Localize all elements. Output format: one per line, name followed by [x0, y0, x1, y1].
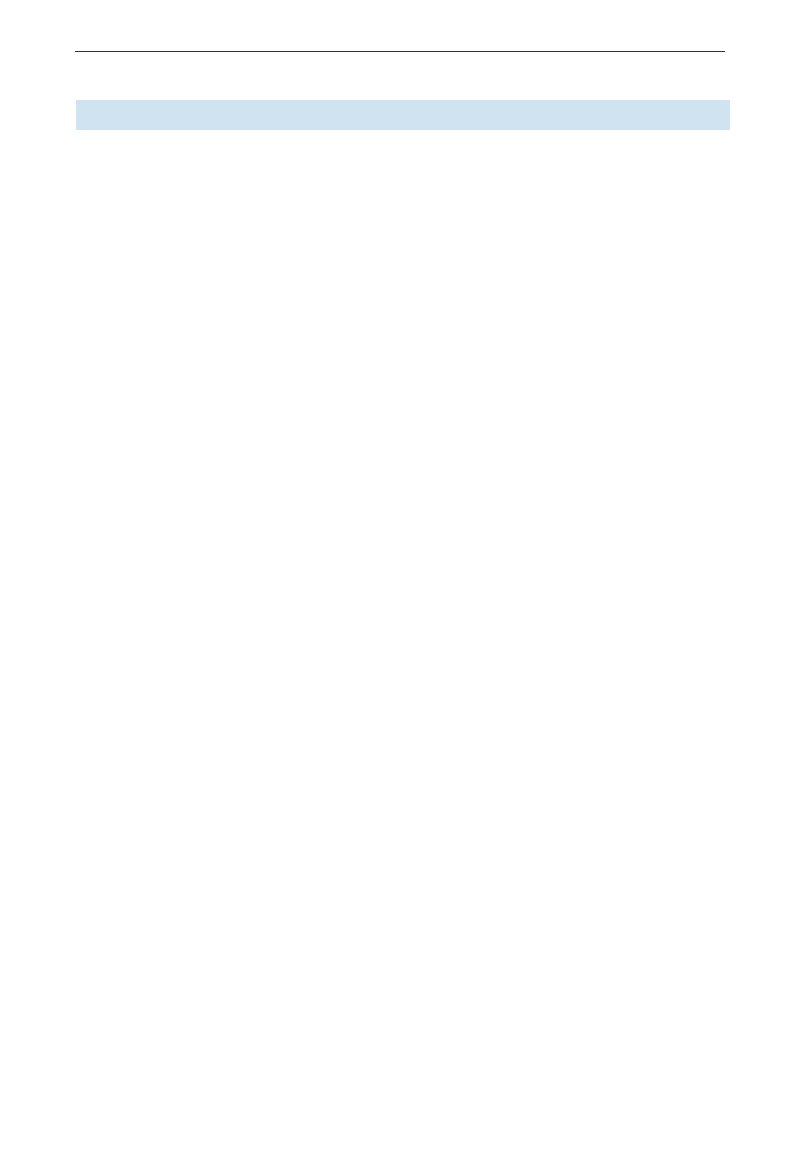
section-title	[76, 100, 730, 130]
page-header	[75, 46, 725, 52]
page-content	[76, 94, 730, 136]
